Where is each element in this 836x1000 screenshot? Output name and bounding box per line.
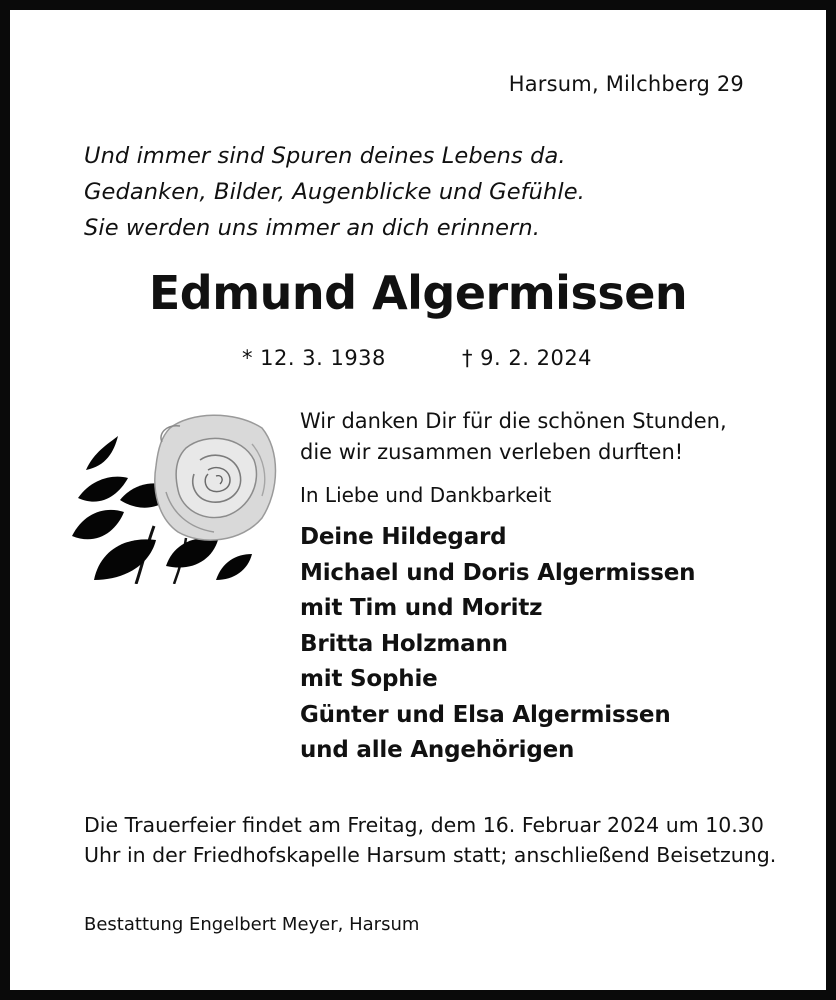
thanks-line: Wir danken Dir für die schönen Stunden, xyxy=(300,409,727,433)
rose-icon xyxy=(66,408,282,584)
deceased-name: Edmund Algermissen xyxy=(148,266,688,320)
thanks-line: die wir zusammen verleben durften! xyxy=(300,440,684,464)
mourners-list xyxy=(300,520,695,769)
thanks-text xyxy=(300,406,727,468)
mourner-line: Michael und Doris Algermissen xyxy=(300,559,696,586)
mourner-line: Deine Hildegard xyxy=(300,524,507,550)
mourner-line: mit Tim und Moritz xyxy=(300,595,543,621)
birth-date: * 12. 3. 1938 xyxy=(242,346,386,370)
verse-line: Und immer sind Spuren deines Lebens da. xyxy=(84,143,566,169)
mourner-line: und alle Angehörigen xyxy=(300,737,575,763)
mourner-line: Britta Holzmann xyxy=(300,630,508,657)
undertaker: Bestattung Engelbert Meyer, Harsum xyxy=(84,914,420,935)
death-date: † 9. 2. 2024 xyxy=(462,346,593,370)
funeral-service-info: Die Trauerfeier findet am Freitag, dem 16. Februar 2024 um 10.30 Uhr in der Friedhofskapelle Harsum statt; anschließend Beisetzung. xyxy=(84,813,777,867)
closing-phrase: In Liebe und Dankbarkeit xyxy=(300,483,552,507)
verse-line: Gedanken, Bilder, Augenblicke und Gefühle. xyxy=(84,179,585,205)
mourner-line: mit Sophie xyxy=(300,666,438,692)
address: Harsum, Milchberg 29 xyxy=(508,72,744,96)
verse xyxy=(84,138,585,246)
verse-line: Sie werden uns immer an dich erinnern. xyxy=(84,215,540,241)
mourner-line: Günter und Elsa Algermissen xyxy=(300,701,671,728)
